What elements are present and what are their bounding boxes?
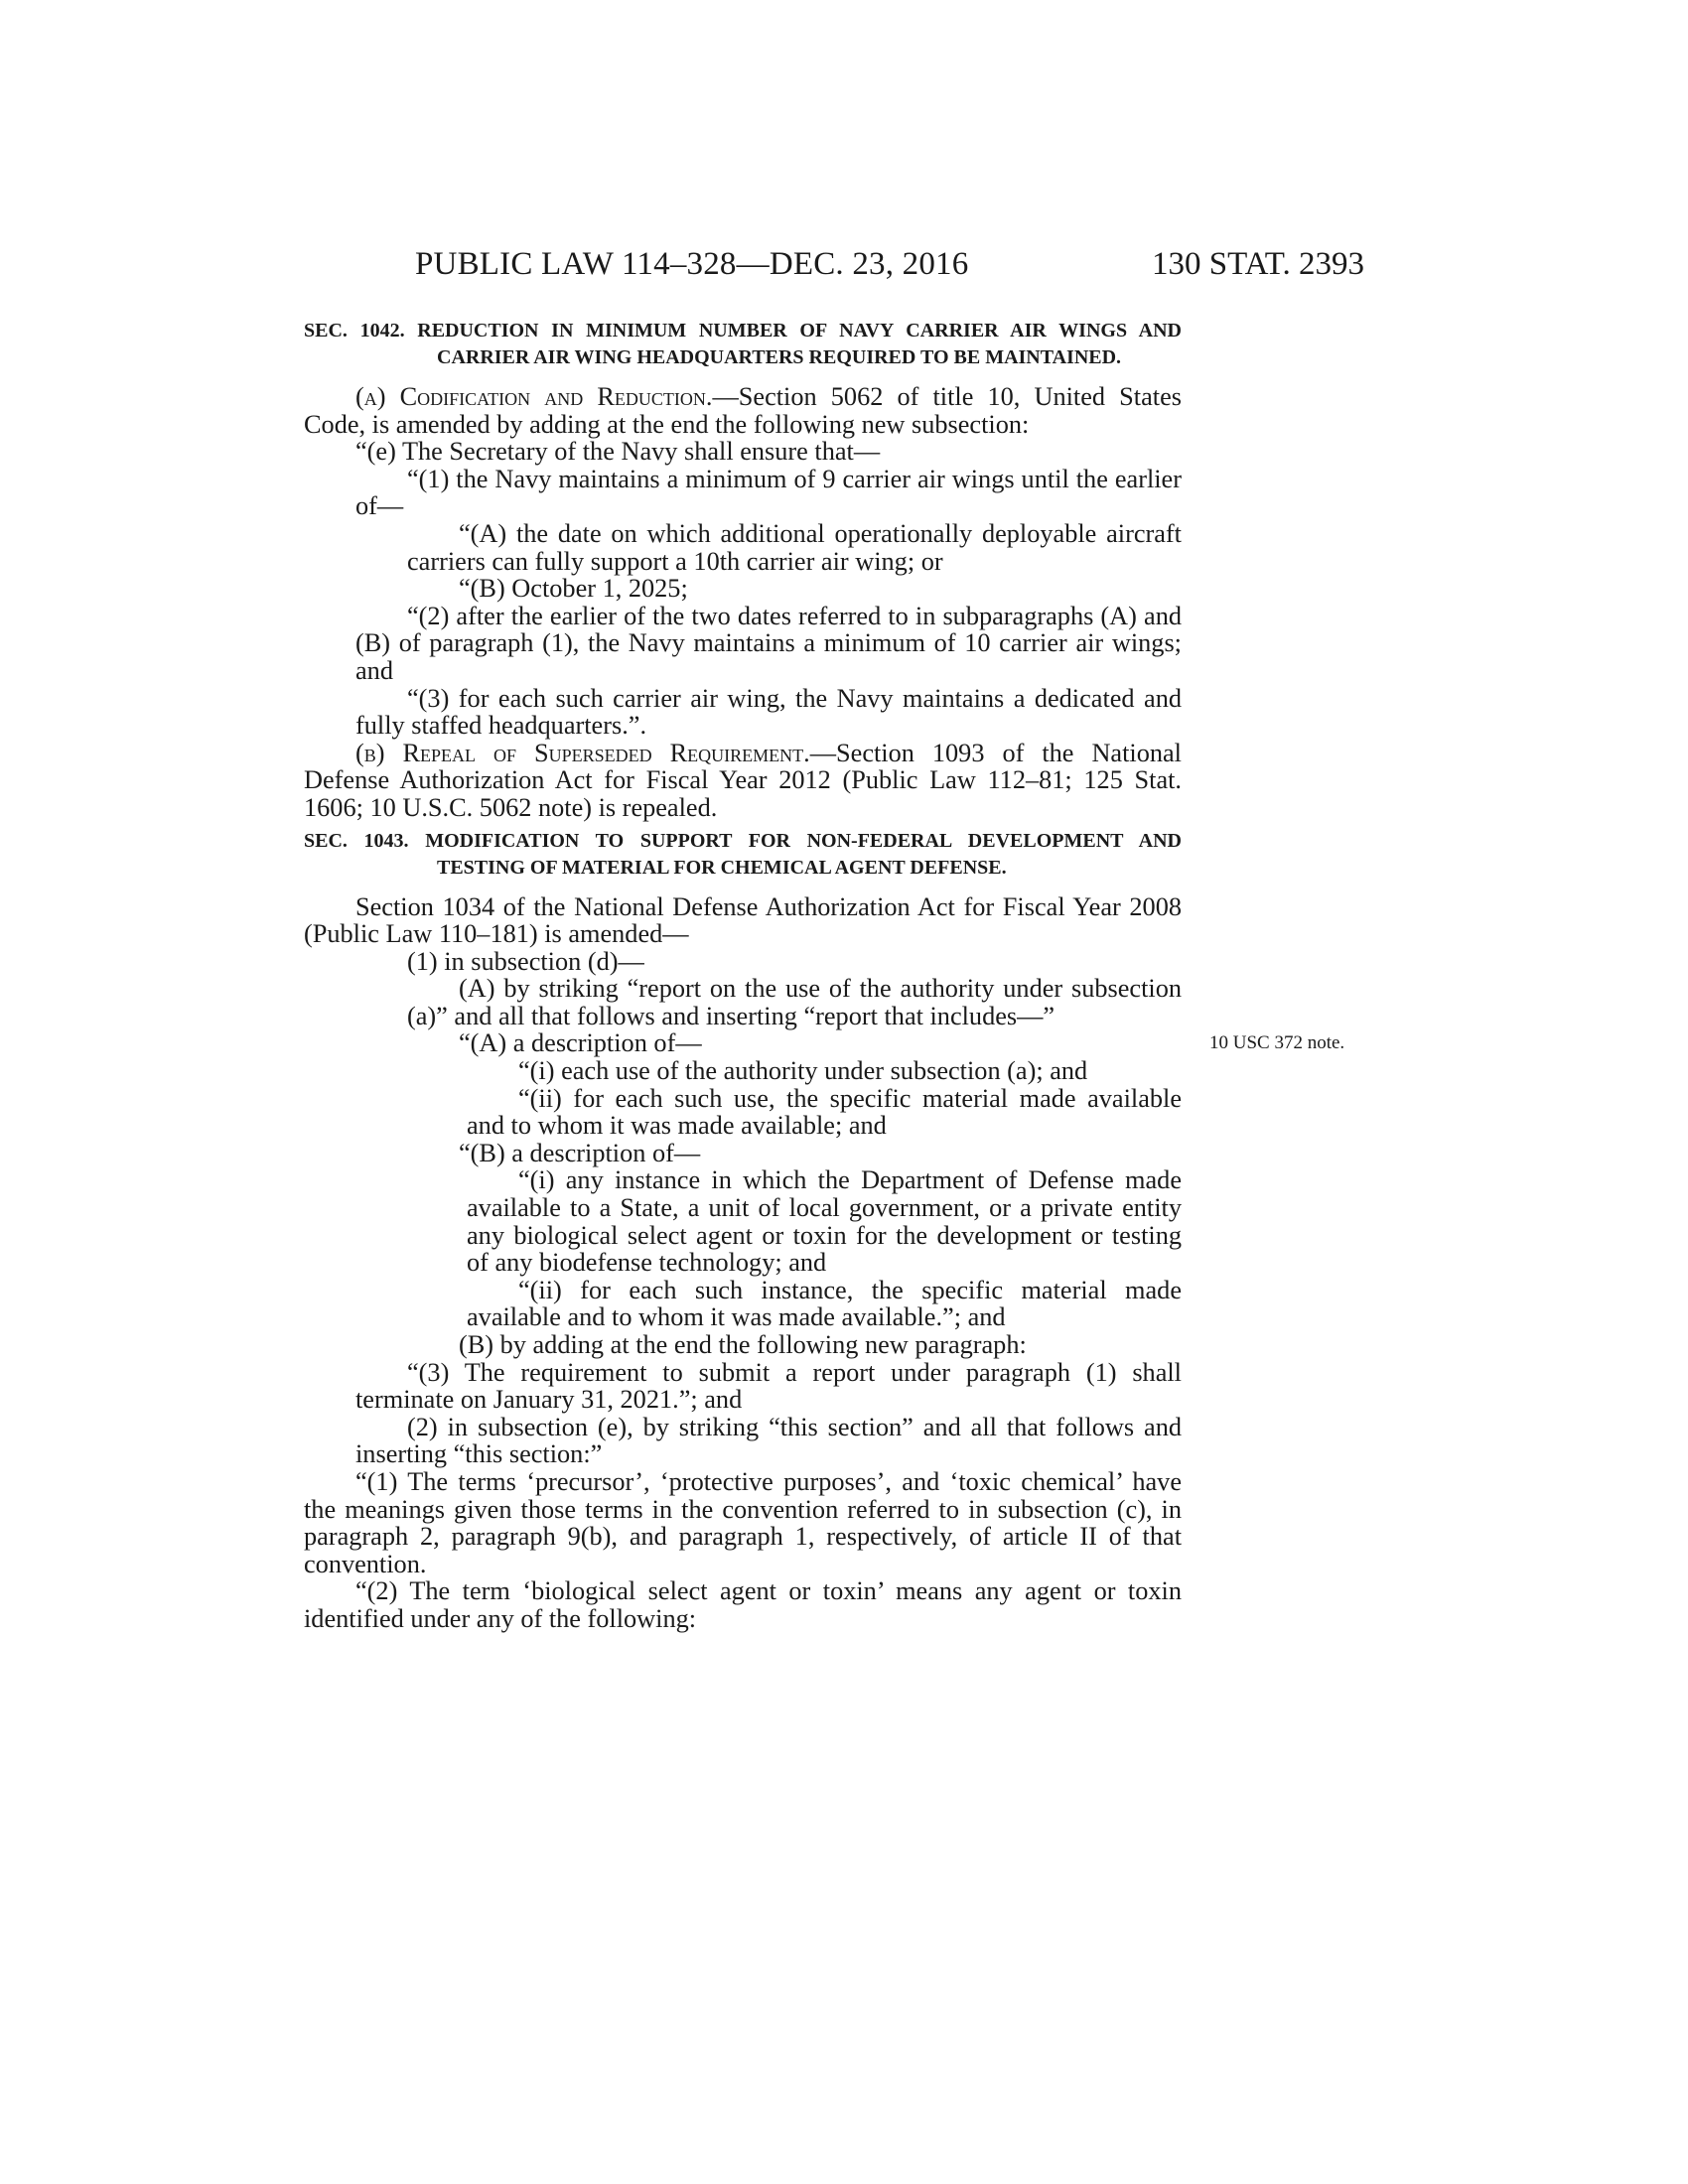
- margin-note: 10 USC 372 note.: [1209, 1032, 1345, 1053]
- amendment-subparagraph-A: (A) by striking “report on the use of the authority under subsection (a)” and all that follows and inserting “report that includes—”: [407, 974, 1182, 1030]
- section-1043-intro: Section 1034 of the National Defense Authorization Act for Fiscal Year 2008 (Public Law 110–181) is amended—: [304, 891, 1182, 949]
- inserted-clause-B-ii: “(ii) for each such instance, the specific material made available and to whom it was made available.”; and: [467, 1275, 1182, 1332]
- definition-paragraph-2: “(2) The term ‘biological select agent or toxin’ means any agent or toxin identified under any of the following:: [304, 1576, 1182, 1633]
- section-1042-heading: SEC. 1042. REDUCTION IN MINIMUM NUMBER OF NAVY CARRIER AIR WINGS AND CARRIER AIR WING HEADQUARTERS REQUIRED TO BE MAINTAINED.: [304, 320, 1182, 368]
- section-1043-heading: SEC. 1043. MODIFICATION TO SUPPORT FOR NON-FEDERAL DEVELOPMENT AND TESTING OF MATERIAL FOR CHEMICAL AGENT DEFENSE.: [304, 829, 1182, 879]
- inserted-clause-A-i: “(i) each use of the authority under subsection (a); and: [518, 1056, 1088, 1086]
- inserted-paragraph-3: “(3) The requirement to submit a report under paragraph (1) shall terminate on January 31, 2021.”; and: [355, 1357, 1182, 1415]
- page-header: [0, 246, 1688, 286]
- subsection-a-heading: (a) Codification and Reduction.: [355, 382, 713, 411]
- amendment-paragraph-2: (2) in subsection (e), by striking “this section” and all that follows and inserting “this section:”: [355, 1412, 1182, 1469]
- section-1042-subsection-a: [304, 383, 1182, 438]
- quoted-subsection-e: “(e) The Secretary of the Navy shall ensure that—: [355, 437, 881, 467]
- quoted-subparagraph-B: “(B) October 1, 2025;: [459, 574, 688, 604]
- subsection-b-heading: (b) Repeal of Superseded Requirement.: [355, 738, 810, 767]
- law-citation: PUBLIC LAW 114–328—DEC. 23, 2016: [415, 246, 969, 282]
- inserted-subparagraph-A: “(A) a description of—: [459, 1028, 702, 1058]
- inserted-clause-B-i: “(i) any instance in which the Department of Defense made available to a State, a unit of local government, or a private entity any biological select agent or toxin for the development or testing of any biodefense technology; and: [467, 1165, 1182, 1278]
- quoted-paragraph-2: “(2) after the earlier of the two dates referred to in subparagraphs (A) and (B) of paragraph (1), the Navy maintains a minimum of 10 carrier air wings; and: [355, 601, 1182, 685]
- quoted-paragraph-3: “(3) for each such carrier air wing, the Navy maintains a dedicated and fully staffed headquarters.”.: [355, 683, 1182, 741]
- quoted-subparagraph-A: “(A) the date on which additional operationally deployable aircraft carriers can fully support a 10th carrier air wing; or: [407, 518, 1182, 576]
- inserted-subparagraph-B: “(B) a description of—: [459, 1138, 701, 1167]
- amendment-paragraph-1: (1) in subsection (d)—: [407, 946, 644, 976]
- subsection-a-text: —Section 5062 of title 10, United States Code, is amended by adding at the end the following new subsection:: [304, 382, 1182, 439]
- definition-paragraph-1: “(1) The terms ‘precursor’, ‘protective purposes’, and ‘toxic chemical’ have the meanings given those terms in the convention referred to in subsection (c), in paragraph 2, paragraph 9(b), and paragraph 1, respectively, of article II of that convention.: [304, 1466, 1182, 1578]
- subsection-b-text: —Section 1093 of the National Defense Authorization Act for Fiscal Year 2012 (Public Law 112–81; 125 Stat. 1606; 10 U.S.C. 5062 note) is repealed.: [304, 738, 1182, 822]
- amendment-subparagraph-B: (B) by adding at the end the following new paragraph:: [459, 1330, 1027, 1359]
- section-1042-subsection-b: [304, 740, 1182, 822]
- inserted-clause-A-ii: “(ii) for each such use, the specific material made available and to whom it was made available; and: [467, 1083, 1182, 1141]
- page-body: [304, 318, 1182, 1633]
- stat-page-number: 130 STAT. 2393: [1152, 246, 1365, 282]
- quoted-paragraph-1: “(1) the Navy maintains a minimum of 9 carrier air wings until the earlier of—: [355, 464, 1182, 521]
